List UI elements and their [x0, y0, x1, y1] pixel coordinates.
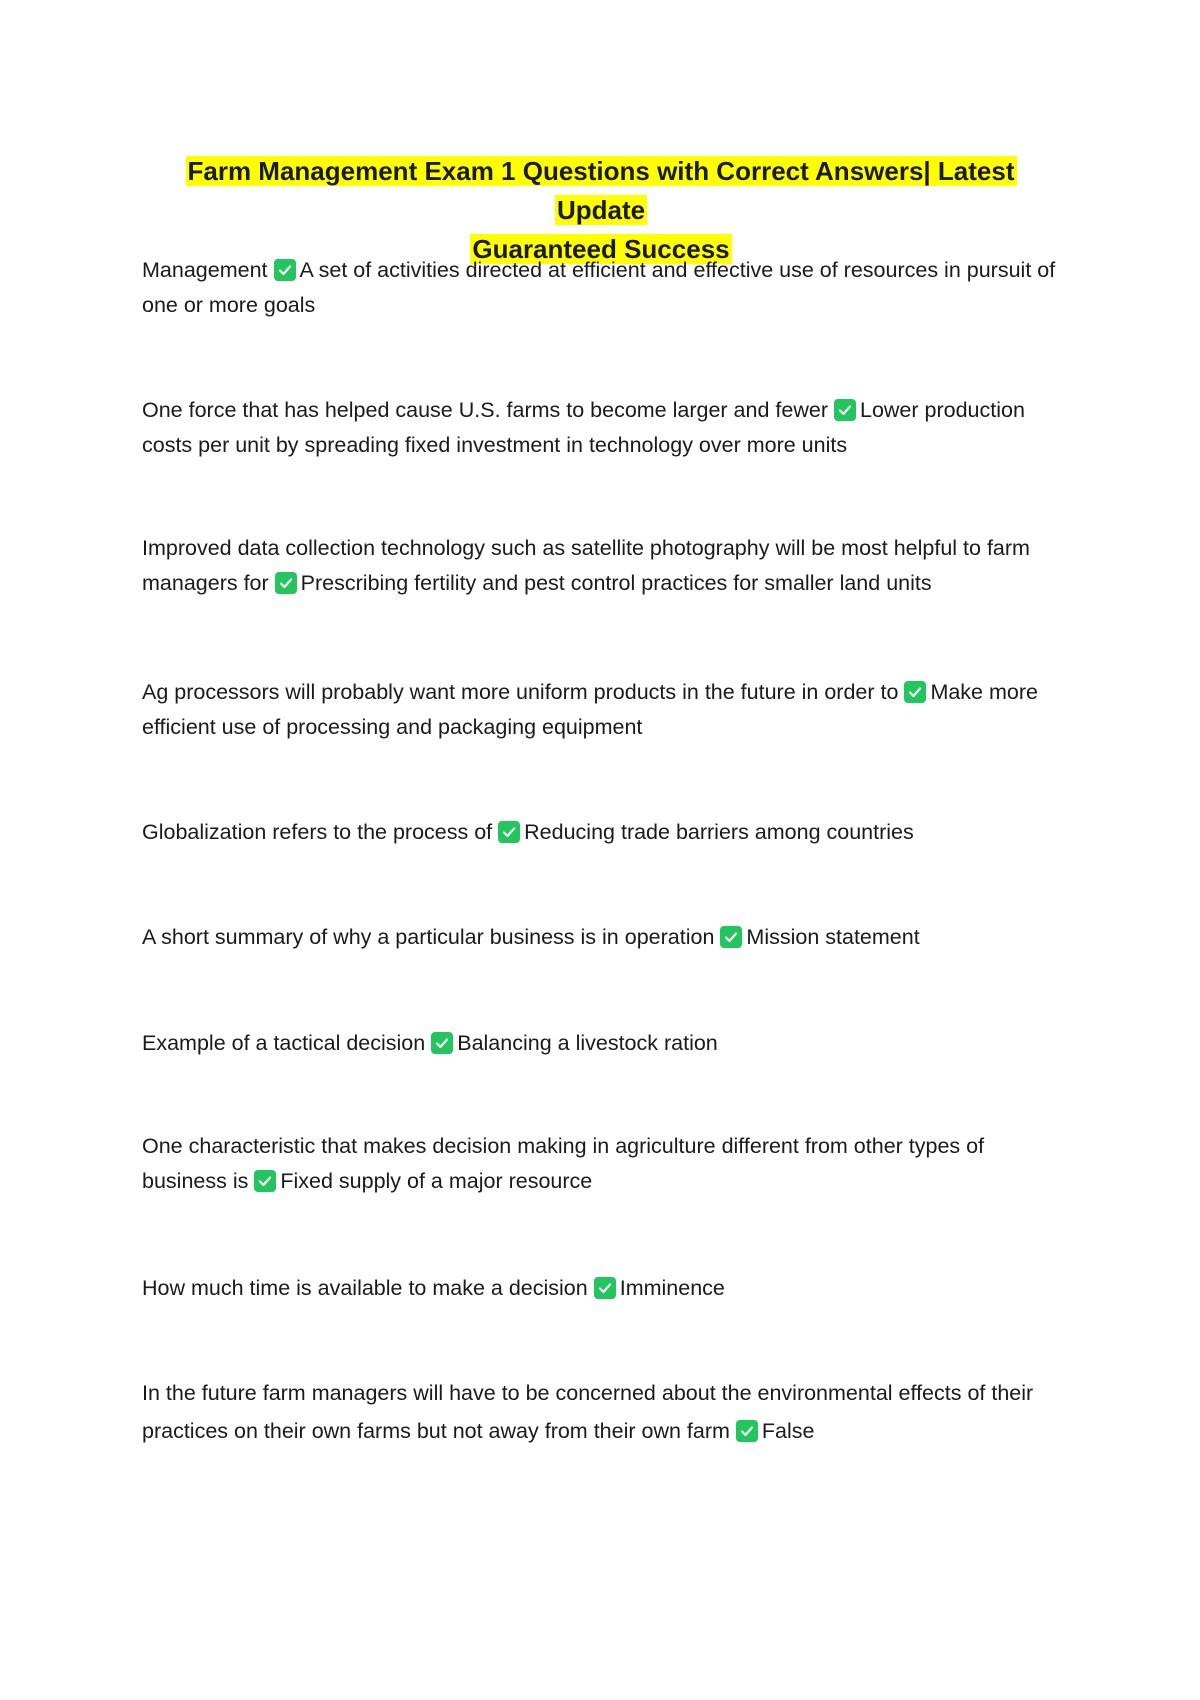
answer-text: Make more efficient use of processing and packaging equipment [142, 680, 1038, 739]
qa-item [142, 253, 1062, 323]
document-title [140, 152, 1062, 269]
answer-text: Prescribing fertility and pest control practices for smaller land units [300, 571, 932, 595]
qa-item [142, 675, 1062, 745]
check-box-icon [736, 1420, 758, 1442]
answer-text: Imminence [619, 1276, 725, 1300]
answer-text: Mission statement [746, 925, 920, 949]
qa-item [142, 1129, 1062, 1199]
answer-text: Fixed supply of a major resource [280, 1169, 593, 1193]
question-text: Globalization refers to the process of [142, 820, 493, 844]
check-box-icon [274, 259, 296, 281]
check-box-icon [498, 821, 520, 843]
qa-item [142, 920, 1062, 955]
question-text: In the future farm managers will have to be concerned about the environmental effects of their practices on their own farms but not away from their own farm [142, 1381, 1034, 1443]
check-box-icon [594, 1277, 616, 1299]
question-text: Example of a tactical decision [142, 1031, 426, 1055]
qa-item [142, 1271, 1062, 1306]
answer-text: Lower production costs per unit by spreading fixed investment in technology over more units [142, 398, 1025, 457]
question-text: One force that has helped cause U.S. farms to become larger and fewer [142, 398, 828, 422]
qa-item [142, 531, 1062, 601]
question-text: Improved data collection technology such as satellite photography will be most helpful to farm managers for [142, 536, 1030, 595]
answer-text: False [761, 1419, 815, 1443]
question-text: One characteristic that makes decision making in agriculture different from other types of business is [142, 1134, 985, 1193]
answer-text: A set of activities directed at efficient and effective use of resources in pursuit of one or more goals [142, 258, 1056, 317]
qa-item [142, 1374, 1062, 1450]
qa-item [142, 393, 1062, 463]
check-box-icon [720, 926, 742, 948]
title-line-1: Farm Management Exam 1 Questions with Correct Answers| Latest Update [187, 156, 1015, 225]
check-box-icon [431, 1032, 453, 1054]
question-text: Ag processors will probably want more uniform products in the future in order to [142, 680, 899, 704]
title-line-2: Guaranteed Success [472, 234, 730, 264]
answer-text: Balancing a livestock ration [457, 1031, 718, 1055]
check-box-icon [275, 572, 297, 594]
question-text: A short summary of why a particular business is in operation [142, 925, 715, 949]
check-box-icon [834, 399, 856, 421]
check-box-icon [904, 681, 926, 703]
question-text: Management [142, 258, 268, 282]
qa-item [142, 815, 1062, 850]
answer-text: Reducing trade barriers among countries [524, 820, 914, 844]
qa-item [142, 1026, 1062, 1061]
question-text: How much time is available to make a decision [142, 1276, 588, 1300]
check-box-icon [254, 1170, 276, 1192]
